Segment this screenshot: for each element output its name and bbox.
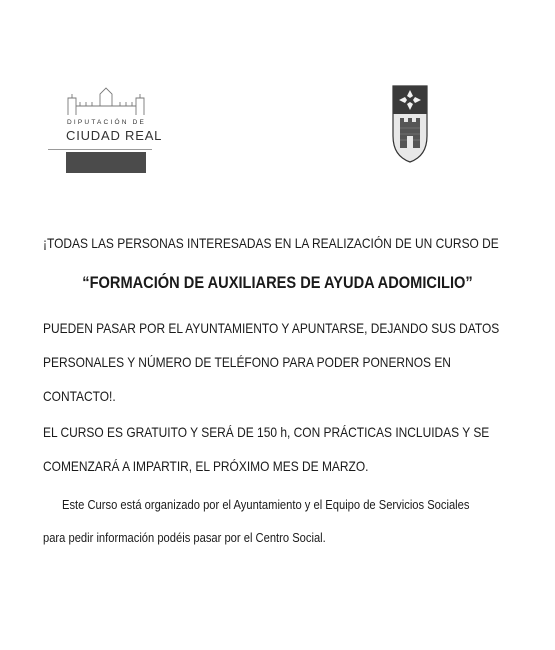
coat-of-arms-icon [390, 84, 430, 164]
body-line: PUEDEN PASAR POR EL AYUNTAMIENTO Y APUNTARSE, DEJANDO SUS DATOS [43, 321, 500, 336]
body-line: COMENZARÁ A IMPARTIR, EL PRÓXIMO MES DE MARZO. [43, 459, 369, 474]
course-title: “FORMACIÓN DE AUXILIARES DE AYUDA ADOMICILIO” [82, 273, 473, 292]
footer-line: para pedir información podéis pasar por el Centro Social. [43, 530, 326, 545]
building-outline-icon [66, 86, 146, 116]
logo-dark-bar [66, 152, 146, 173]
body-line: CONTACTO!. [43, 389, 116, 404]
footer-line: Este Curso está organizado por el Ayuntamiento y el Equipo de Servicios Sociales [62, 497, 470, 512]
diputacion-logo [48, 86, 163, 186]
body-line: PERSONALES Y NÚMERO DE TELÉFONO PARA PODER PONERNOS EN [43, 355, 451, 370]
logo-line-1: DIPUTACIÓN DE [67, 119, 147, 126]
logo-line-2: CIUDAD REAL [66, 128, 163, 143]
body-line: EL CURSO ES GRATUITO Y SERÁ DE 150 h, CON PRÁCTICAS INCLUIDAS Y SE [43, 425, 490, 440]
logo-divider [48, 149, 152, 150]
intro-line: ¡TODAS LAS PERSONAS INTERESADAS EN LA REALIZACIÓN DE UN CURSO DE [43, 236, 499, 251]
